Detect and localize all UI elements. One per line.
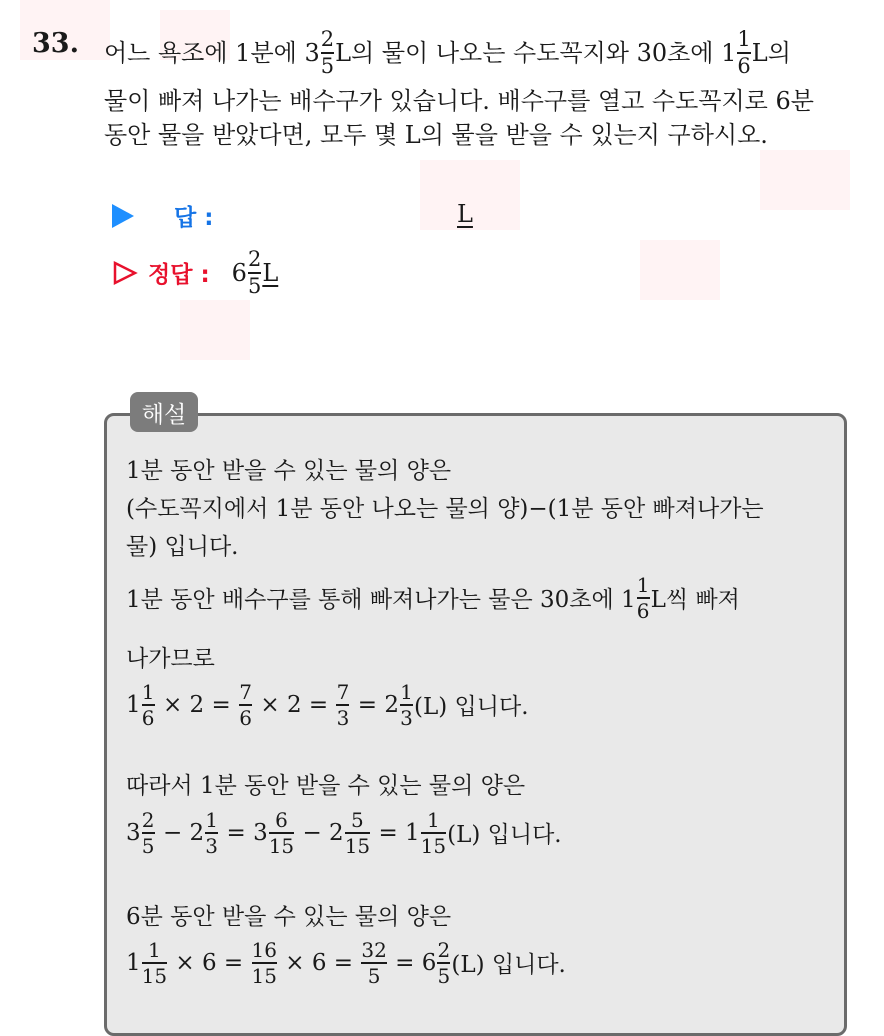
fraction: $\frac{2}{5}$ xyxy=(247,247,262,298)
fraction: $\frac{1}{6}$ xyxy=(737,27,751,78)
solution-line: 1분 동안 받을 수 있는 물의 양은 xyxy=(126,458,452,484)
solution-line: 6분 동안 받을 수 있는 물의 양은 xyxy=(126,904,452,930)
equation-2: 3 $\frac{2}{5}$ − 2 $\frac{1}{3}$ = 3 $\frac{6}{15}$ − 2 $\frac{5}{15}$ = 1 $\frac{1}{15}$ (L) 입니다. xyxy=(126,808,562,858)
solution-line: (수도꼭지에서 1분 동안 나오는 물의 양)−(1분 동안 빠져나가는 xyxy=(126,496,764,522)
solution-line: 물) 입니다. xyxy=(126,534,239,560)
solution-line: 따라서 1분 동안 받을 수 있는 물의 양은 xyxy=(126,773,526,799)
watermark-block xyxy=(640,240,720,300)
answer-row xyxy=(112,199,213,232)
question-number: 33. xyxy=(32,28,79,59)
watermark-block xyxy=(180,300,250,360)
fraction: $\frac{2}{5}$ xyxy=(320,27,335,78)
equation-3: 1 $\frac{1}{15}$ × 6 = $\frac{16}{15}$ × 6 = $\frac{32}{5}$ = 6 $\frac{2}{5}$ (L) 입니다. xyxy=(126,938,566,988)
correct-answer-label: 정답 : xyxy=(148,262,210,289)
outline-triangle-icon xyxy=(112,260,138,286)
answer-blank[interactable] xyxy=(457,200,473,228)
question-line-3: 동안 물을 받았다면, 모두 몇 L의 물을 받을 수 있는지 구하시오. xyxy=(104,121,768,149)
question-line-2: 물이 빠져 나가는 배수구가 있습니다. 배수구를 열고 수도꼭지로 6분 xyxy=(104,87,814,115)
question-line-1: 어느 욕조에 1분에 3 $\frac{2}{5}$ L의 물이 나오는 수도꼭지와 30초에 1 $\frac{1}{6}$ L의 xyxy=(104,27,791,78)
correct-answer-whole: 6 xyxy=(231,258,247,287)
answer-unit: L xyxy=(457,200,473,228)
fraction: $\frac{1}{6}$ xyxy=(636,573,650,623)
answer-label: 답 : xyxy=(174,205,214,231)
correct-answer-unit: L xyxy=(262,258,279,287)
correct-answer-row xyxy=(112,249,278,297)
watermark-block xyxy=(760,150,850,210)
solution-line: 1분 동안 배수구를 통해 빠져나가는 물은 30초에 1 $\frac{1}{6}$ L씩 빠져 xyxy=(126,573,740,623)
solution-line: 나가므로 xyxy=(126,646,215,672)
play-triangle-icon xyxy=(112,204,134,228)
solution-tag: 해설 xyxy=(130,392,198,432)
equation-1: 1 $\frac{1}{6}$ × 2 = $\frac{7}{6}$ × 2 = $\frac{7}{3}$ = 2 $\frac{1}{3}$ (L) 입니다. xyxy=(126,680,529,730)
